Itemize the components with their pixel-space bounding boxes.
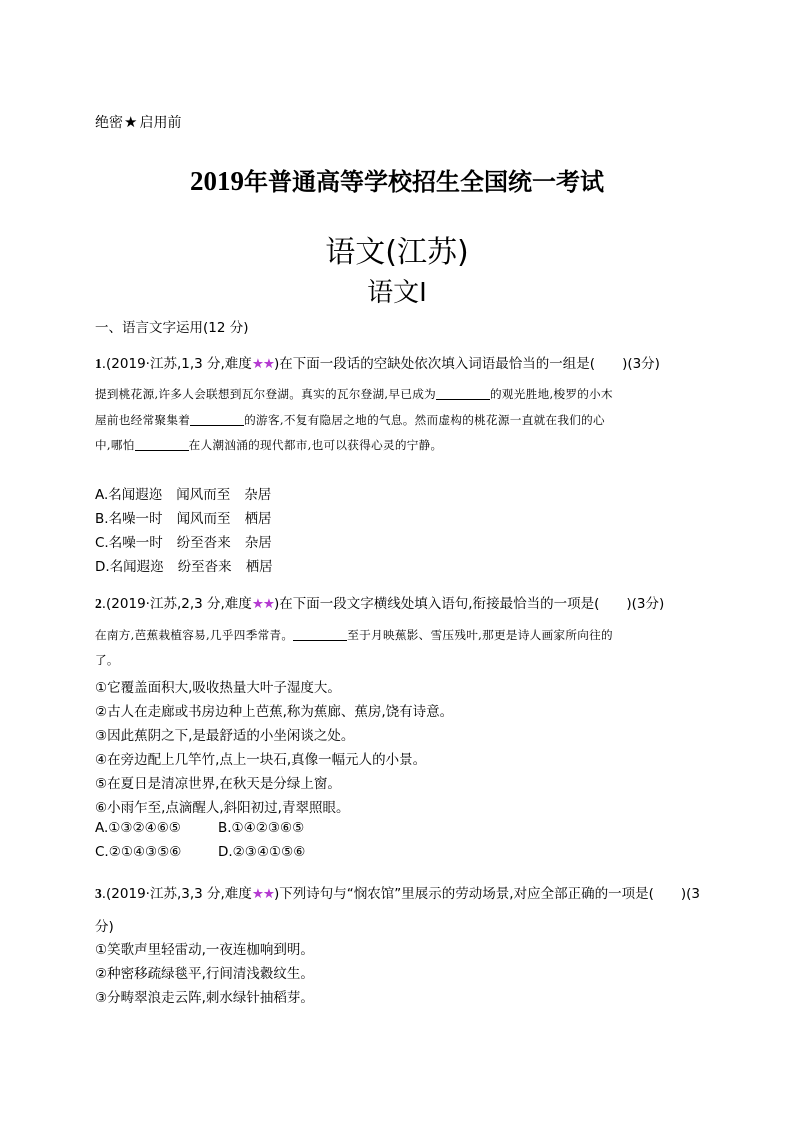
q2-choice-a: A.①③②④⑥⑤ [95,820,181,836]
q2-item: ③因此蕉阴之下,是最舒适的小坐闲谈之处。 [95,728,355,744]
difficulty-stars-icon: ★★ [251,356,275,372]
q2-item: ⑤在夏日是清凉世界,在秋天是分绿上窗。 [95,776,341,792]
q2-item: ④在旁边配上几竿竹,点上一块石,真像一幅元人的小景。 [95,752,427,768]
q1-option-c [95,531,272,551]
option-word: 名噪一时 [108,511,163,527]
section-heading: 一、语言文字运用(12 分) [95,320,249,336]
question-meta: .(2019·江苏,1,3 分,难度 [101,356,252,372]
star-icon: ★ [124,113,138,131]
q1-passage-line-1 [95,386,613,402]
option-word: 名闻遐迩 [108,487,163,503]
question-number: 3 [95,886,102,901]
question-meta: .(2019·江苏,3,3 分,难度 [101,886,252,902]
passage-text: 屋前也经常聚集着 [95,413,191,427]
answer-blank [135,438,189,451]
difficulty-stars-icon: ★★ [251,886,275,902]
q1-passage-line-2 [95,412,605,428]
passage-text: 至于月映蕉影、雪压残叶,那更是诗人画家所向往的 [347,628,613,642]
confidential-label [95,112,181,132]
q1-passage-line-3 [95,437,442,453]
secret-suffix: 启用前 [139,115,182,131]
passage-text: 的观光胜地,梭罗的小木 [490,387,613,401]
q2-choice-b: B.①④②③⑥⑤ [218,820,305,836]
exam-year: 2019 [190,166,244,196]
option-label: A. [95,487,109,503]
option-word: 杂居 [244,535,272,551]
passage-text: 在南方,芭蕉栽植容易,几乎四季常青。 [95,628,294,642]
option-word: 名噪一时 [108,535,163,551]
subject-title: 语文(江苏) [325,235,469,270]
question-text: )在下面一段话的空缺处依次填入词语最恰当的一组是( )(3分) [274,356,660,372]
secret-prefix: 绝密 [95,115,123,131]
q1-option-b [95,507,272,527]
question-number: 1 [95,356,102,371]
q2-passage-line-2: 了。 [95,653,119,667]
q2-passage-line-1 [95,627,613,643]
option-word: 名闻遐迩 [109,559,164,575]
question-number: 2 [95,596,102,611]
exam-title [0,162,794,197]
option-word: 纷至沓来 [177,559,232,575]
answer-blank [190,413,244,426]
q2-choice-d: D.②③④①⑤⑥ [218,844,306,860]
q2-item: ②古人在走廊或书房边种上芭蕉,称为蕉廊、蕉房,饶有诗意。 [95,704,454,720]
answer-blank [436,387,490,400]
exam-title-text: 年普通高等学校招生全国统一考试 [244,168,604,196]
passage-text: 在人潮汹涌的现代都市,也可以获得心灵的宁静。 [188,438,443,452]
option-word: 栖居 [244,511,272,527]
option-word: 纷至沓来 [176,535,231,551]
answer-blank [293,628,347,641]
question-3-prompt-continued: 分) [95,919,114,935]
q3-item: ③分畴翠浪走云阵,刺水绿针抽稻芽。 [95,990,314,1006]
passage-text: 中,哪怕 [95,438,135,452]
q2-choice-c: C.②①④③⑤⑥ [95,844,182,860]
difficulty-stars-icon: ★★ [251,596,275,612]
option-label: D. [95,559,110,575]
passage-text: 的游客,不复有隐居之地的气息。然而虚构的桃花源一直就在我们的心 [244,413,605,427]
q2-item: ①它覆盖面积大,吸收热量大叶子湿度大。 [95,680,341,696]
q3-item: ①笑歌声里轻雷动,一夜连枷响到明。 [95,942,314,958]
question-2-prompt [95,592,664,612]
option-word: 闻风而至 [176,511,231,527]
option-word: 闻风而至 [176,487,231,503]
q3-item: ②种密移疏绿毯平,行间清浅縠纹生。 [95,966,314,982]
passage-text: 提到桃花源,许多人会联想到瓦尔登湖。真实的瓦尔登湖,早已成为 [95,387,436,401]
q1-option-a [95,483,271,503]
question-meta: .(2019·江苏,2,3 分,难度 [101,596,252,612]
q1-option-d [95,555,273,575]
option-label: C. [95,535,109,551]
option-label: B. [95,511,109,527]
question-text: )在下面一段文字横线处填入语句,衔接最恰当的一项是( )(3分) [274,596,665,612]
option-word: 杂居 [244,487,272,503]
question-text: )下列诗句与“悯农馆”里展示的劳动场景,对应全部正确的一项是( )(3 [274,886,700,902]
question-1-prompt [95,352,660,372]
paper-title: 语文Ⅰ [367,278,427,308]
q2-item: ⑥小雨乍至,点滴醒人,斜阳初过,青翠照眼。 [95,800,350,816]
option-word: 栖居 [245,559,273,575]
question-3-prompt [95,882,700,902]
